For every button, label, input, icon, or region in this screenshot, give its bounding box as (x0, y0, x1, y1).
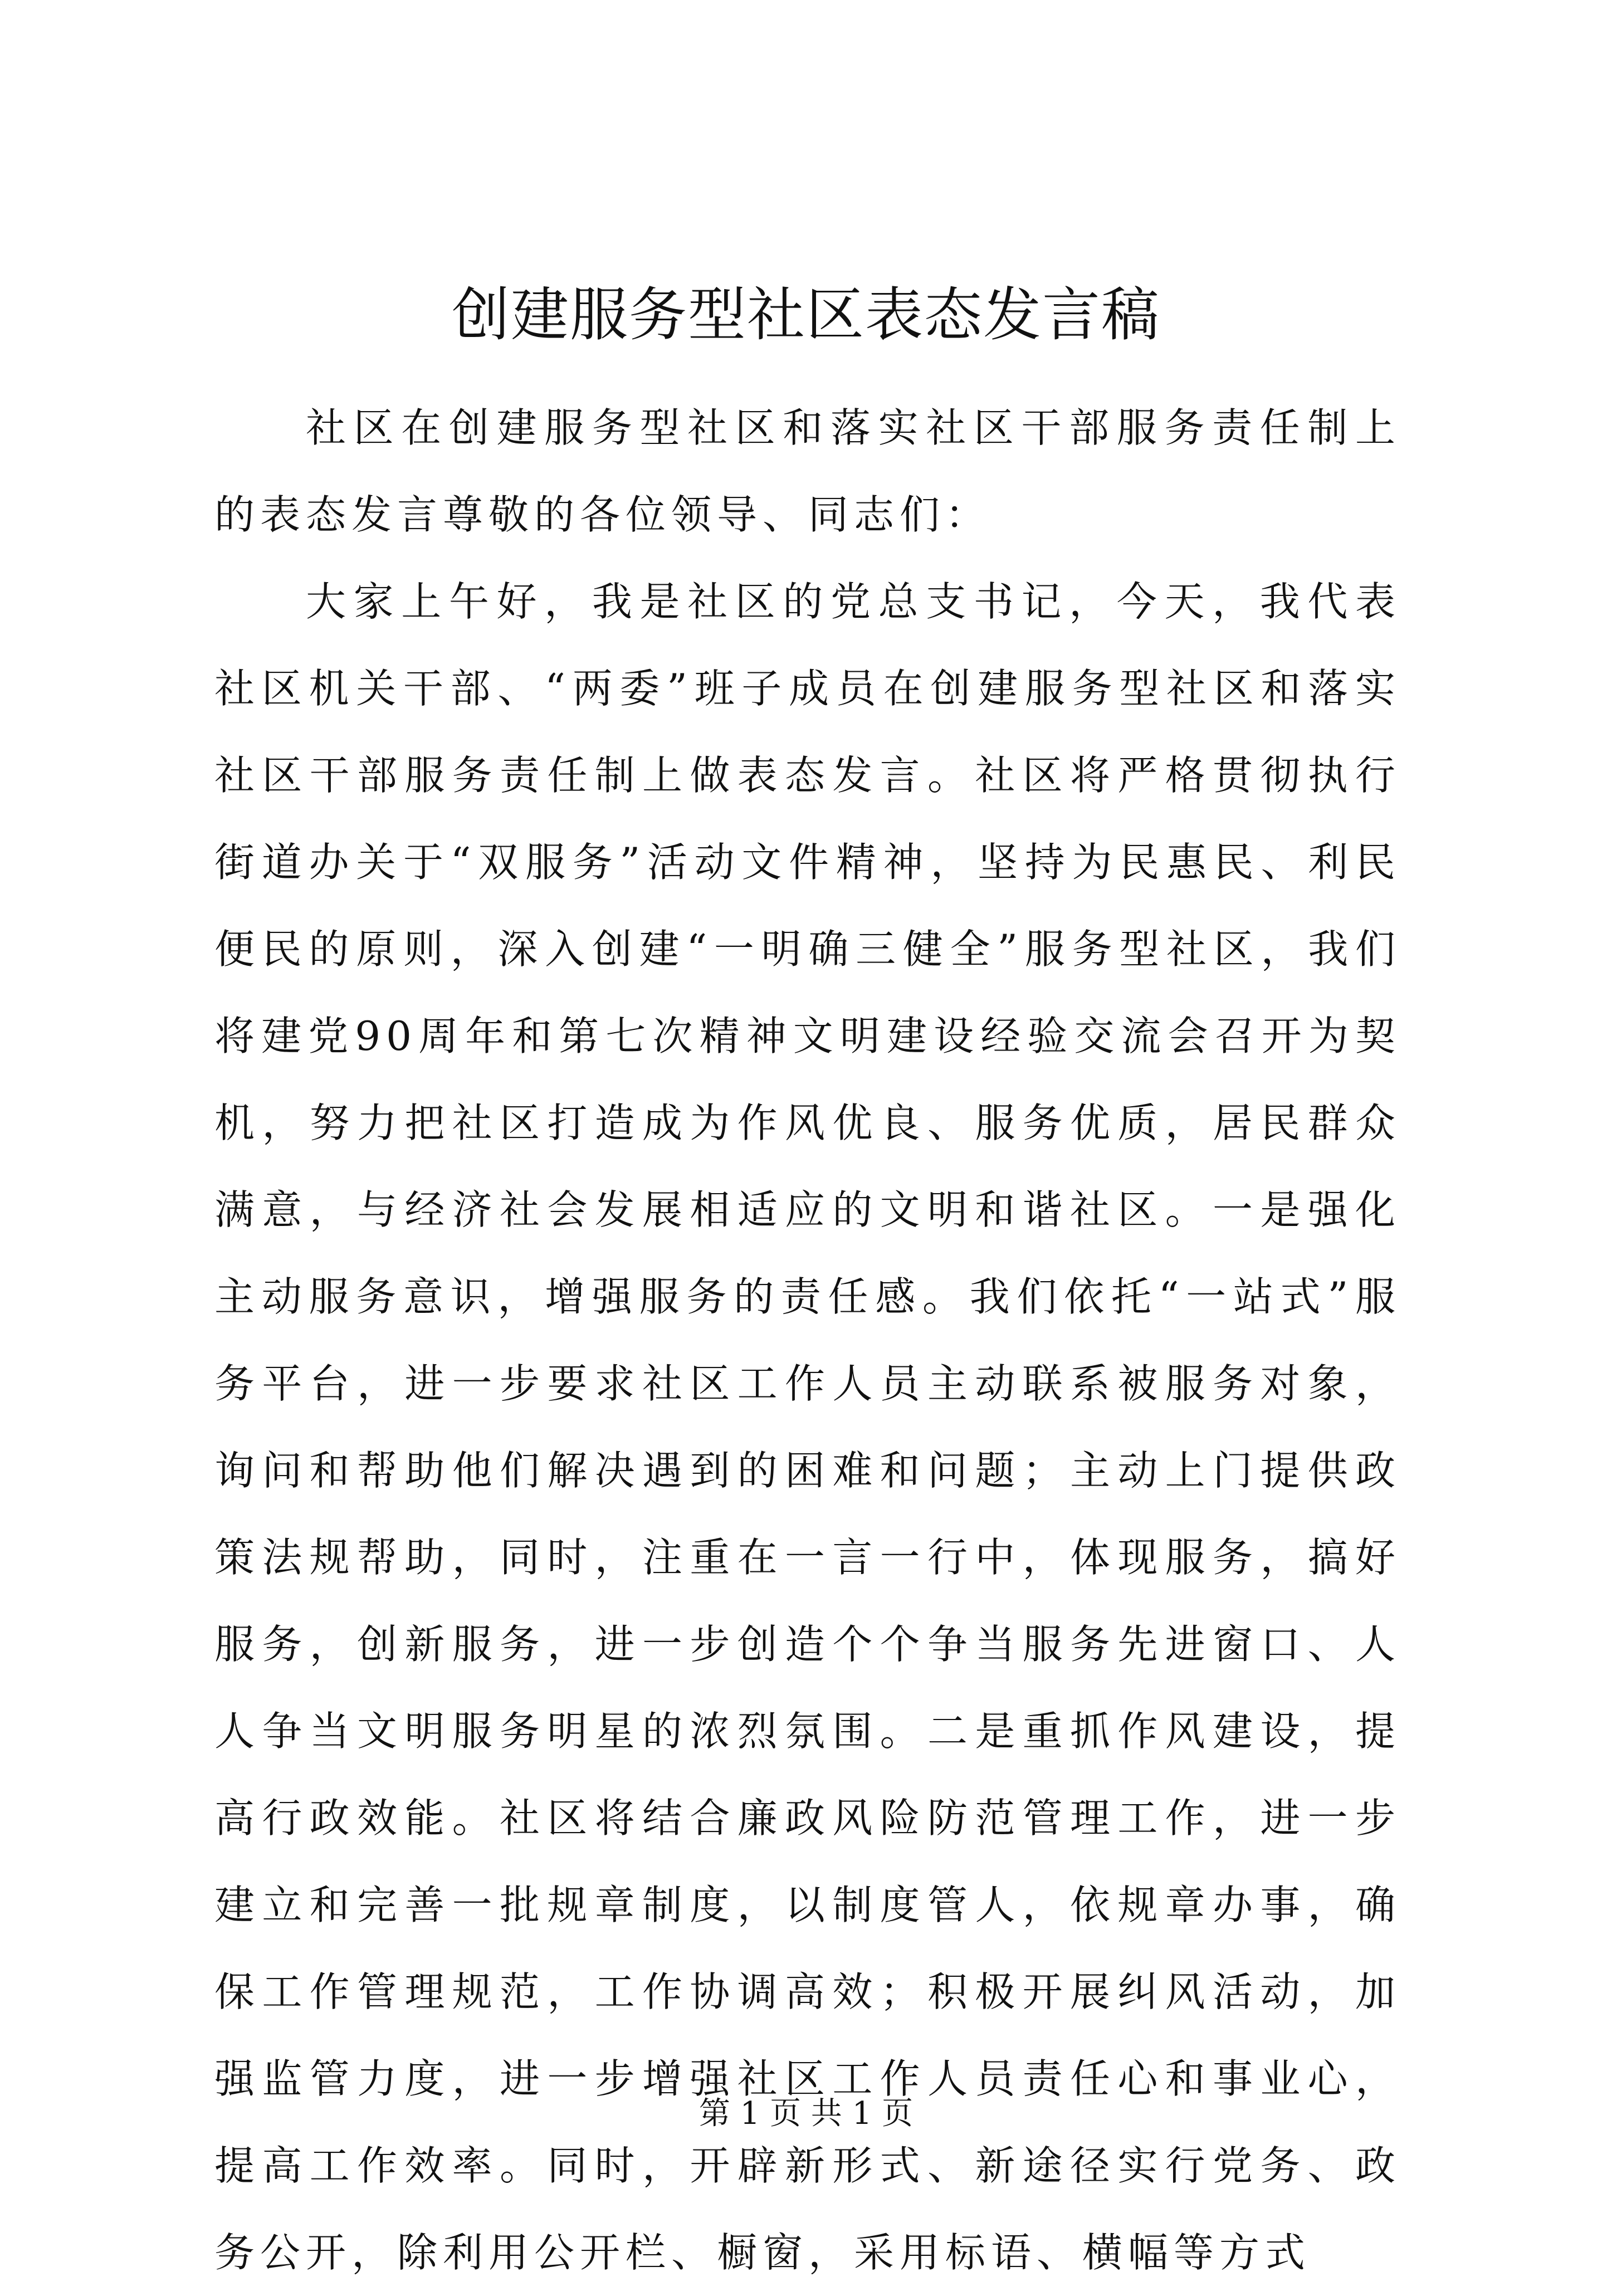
document-title: 创建服务型社区表态发言稿 (451, 281, 1160, 349)
paragraph-greeting: 社区在创建服务型社区和落实社区干部服务责任制上的表态发言尊敬的各位领导、同志们： (214, 404, 1401, 538)
page-footer: 第 1 页 共 1 页 (698, 2095, 914, 2132)
paragraph-main: 大家上午好，我是社区的党总支书记，今天，我代表社区机关干部、“两委”班子成员在创建服务型社区和落实社区干部服务责任制上做表态发言。社区将严格贯彻执行街道办关于“双服务”活动文件精神，坚持为民惠民、利民便民的原则，深入创建“一明确三健全”服务型社区，我们将建党90周年和第七次精神文明建设经验交流会召开为契机，努力把社区打造成为作风优良、服务优质，居民群众满意，与经济社会发展相适应的文明和谐社区。一是强化主动服务意识，增强服务的责任感。我们依托“一站式”服务平台，进一步要求社区工作人员主动联系被服务对象，询问和帮助他们解决遇到的困难和问题；主动上门提供政策法规帮助，同时，注重在一言一行中，体现服务，搞好服务，创新服务，进一步创造个个争当服务先进窗口、人人争当文明服务明星的浓烈氛围。二是重抓作风建设，提高行政效能。社区将结合廉政风险防范管理工作，进一步建立和完善一批规章制度，以制度管人，依规章办事，确保工作管理规范，工作协调高效；积极开展纠风活动，加强监管力度，进一步增强社区工作人员责任心和事业心，提高工作效率。同时，开辟新形式、新途径实行党务、政务公开，除利用公开栏、橱窗，采用标语、横幅等方式 (214, 578, 1401, 2276)
document-body (214, 384, 1401, 2296)
